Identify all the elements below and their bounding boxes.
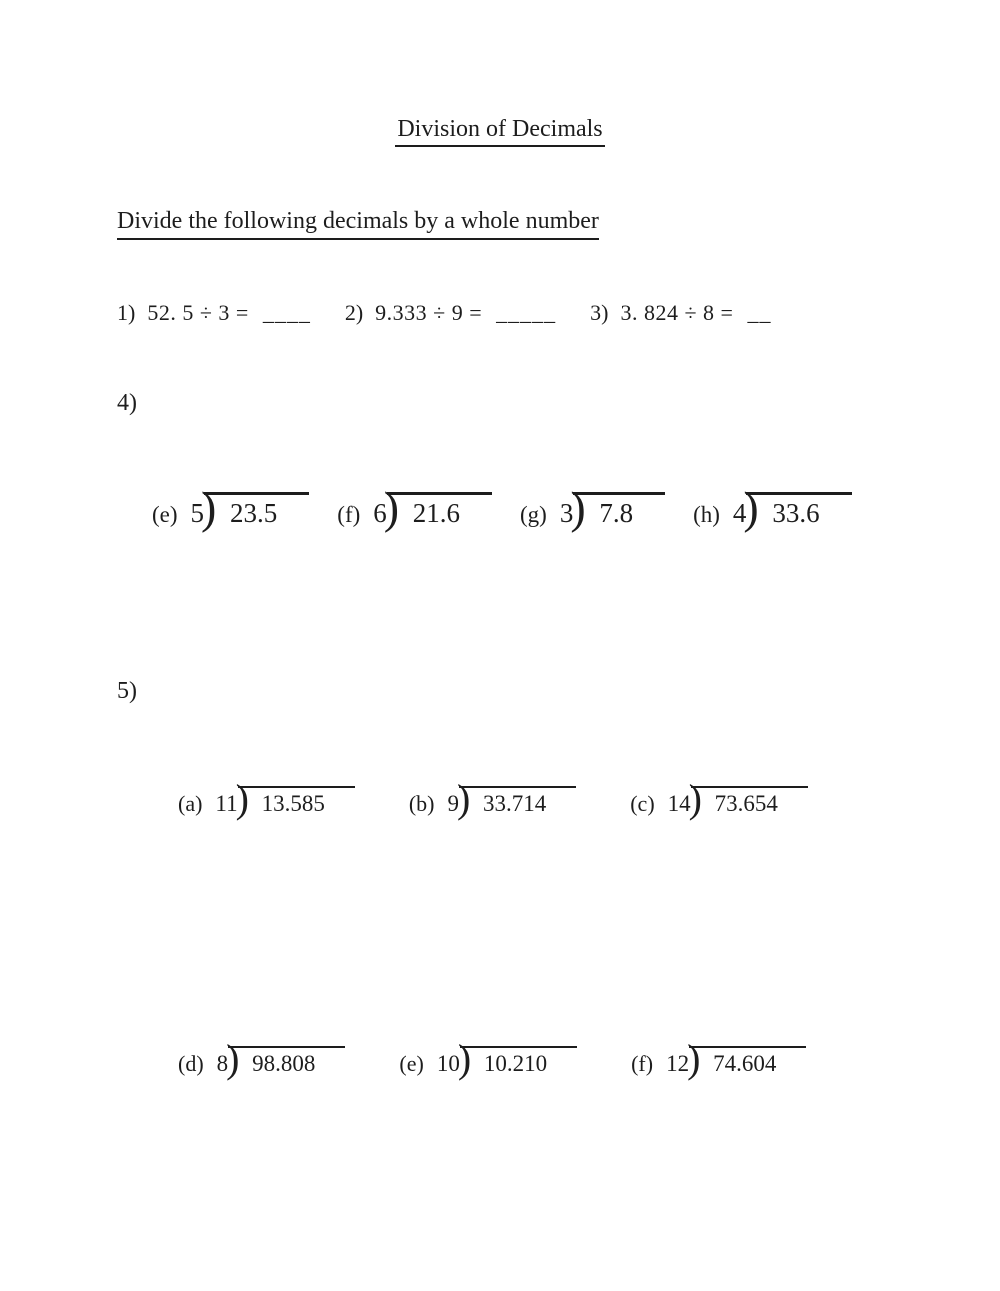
problem-expression: 9.333 ÷ 9 = (375, 300, 483, 325)
answer-blank: _____ (496, 300, 557, 325)
dividend: 13.585 (261, 791, 325, 816)
long-division-problem (693, 482, 852, 533)
problem-letter: (b) (408, 791, 435, 816)
division-bracket-group (688, 776, 808, 821)
division-bracket-group (383, 482, 492, 533)
problem-number: 3) (590, 300, 609, 325)
long-division-problem (337, 482, 492, 533)
inline-problem (345, 300, 556, 326)
problem-number: 1) (117, 300, 136, 325)
division-bracket-icon: ) (570, 482, 586, 533)
long-division-problem (631, 1036, 806, 1081)
answer-blank: __ (747, 300, 772, 325)
divisor: 6 (373, 498, 387, 528)
division-bracket-icon: ) (226, 1036, 240, 1081)
division-bracket-icon: ) (456, 776, 471, 821)
division-bracket-group (201, 482, 309, 533)
section-5-problems-row-1 (178, 776, 808, 821)
long-division-problem (520, 482, 665, 533)
problem-number: 2) (344, 300, 364, 325)
divisor: 3 (559, 498, 574, 528)
problem-expression: 3. 824 ÷ 8 = (620, 300, 734, 325)
division-bracket-icon: ) (457, 1036, 472, 1081)
dividend: 73.654 (714, 791, 778, 816)
dividend: 98.808 (252, 1051, 316, 1076)
section-4-problems-row (152, 482, 852, 533)
long-division-problem (178, 1036, 345, 1081)
problem-letter: (f) (631, 1051, 654, 1076)
dividend: 23.5 (230, 498, 278, 528)
problem-letter: (a) (178, 791, 203, 816)
inline-problem (590, 300, 771, 326)
division-bracket-icon: ) (743, 482, 759, 533)
problem-letter: (c) (630, 791, 655, 816)
division-bracket-group (226, 1036, 345, 1081)
dividend: 21.6 (412, 498, 461, 528)
dividend: 33.714 (482, 791, 547, 816)
dividend: 7.8 (599, 498, 634, 528)
division-bracket-icon: ) (201, 482, 217, 533)
long-division-problem (630, 776, 808, 821)
dividend: 33.6 (772, 498, 820, 528)
division-bracket-group (687, 1036, 806, 1081)
division-bracket-icon: ) (235, 776, 249, 821)
division-bracket-group (456, 776, 576, 821)
problem-letter: (g) (520, 502, 547, 527)
problem-letter: (d) (178, 1051, 204, 1076)
long-division-problem (178, 776, 355, 821)
inline-problem (117, 300, 311, 326)
problem-letter: (f) (337, 502, 361, 527)
problem-letter: (h) (693, 502, 720, 527)
division-bracket-group (457, 1036, 577, 1081)
divisor: 10 (436, 1051, 460, 1076)
section-5-label: 5) (117, 678, 137, 704)
divisor: 9 (447, 791, 459, 816)
division-bracket-group (743, 482, 851, 533)
answer-blank: ____ (262, 300, 311, 325)
dividend: 74.604 (713, 1051, 777, 1076)
divisor: 8 (216, 1051, 229, 1076)
divisor: 11 (215, 791, 238, 816)
problem-letter: (e) (399, 1051, 424, 1076)
division-bracket-icon: ) (383, 482, 400, 533)
division-bracket-icon: ) (687, 1036, 701, 1081)
section-4-label: 4) (117, 390, 137, 416)
long-division-problem (152, 482, 309, 533)
divisor: 14 (667, 791, 691, 816)
title-container (0, 116, 1000, 147)
instruction-container (117, 208, 599, 240)
division-bracket-icon: ) (688, 776, 702, 821)
page-title: Division of Decimals (395, 116, 604, 147)
section-5-problems-row-2 (178, 1036, 806, 1081)
inline-problems-row (117, 300, 771, 326)
long-division-problem (408, 776, 576, 821)
divisor: 5 (190, 498, 205, 528)
division-bracket-group (235, 776, 355, 821)
divisor: 12 (666, 1051, 690, 1076)
divisor: 4 (732, 498, 747, 528)
dividend: 10.210 (483, 1051, 548, 1076)
problem-letter: (e) (152, 502, 178, 527)
division-bracket-group (570, 482, 665, 533)
problem-expression: 52. 5 ÷ 3 = (147, 300, 249, 325)
instruction-heading: Divide the following decimals by a whole number (117, 208, 599, 240)
long-division-problem (399, 1036, 577, 1081)
